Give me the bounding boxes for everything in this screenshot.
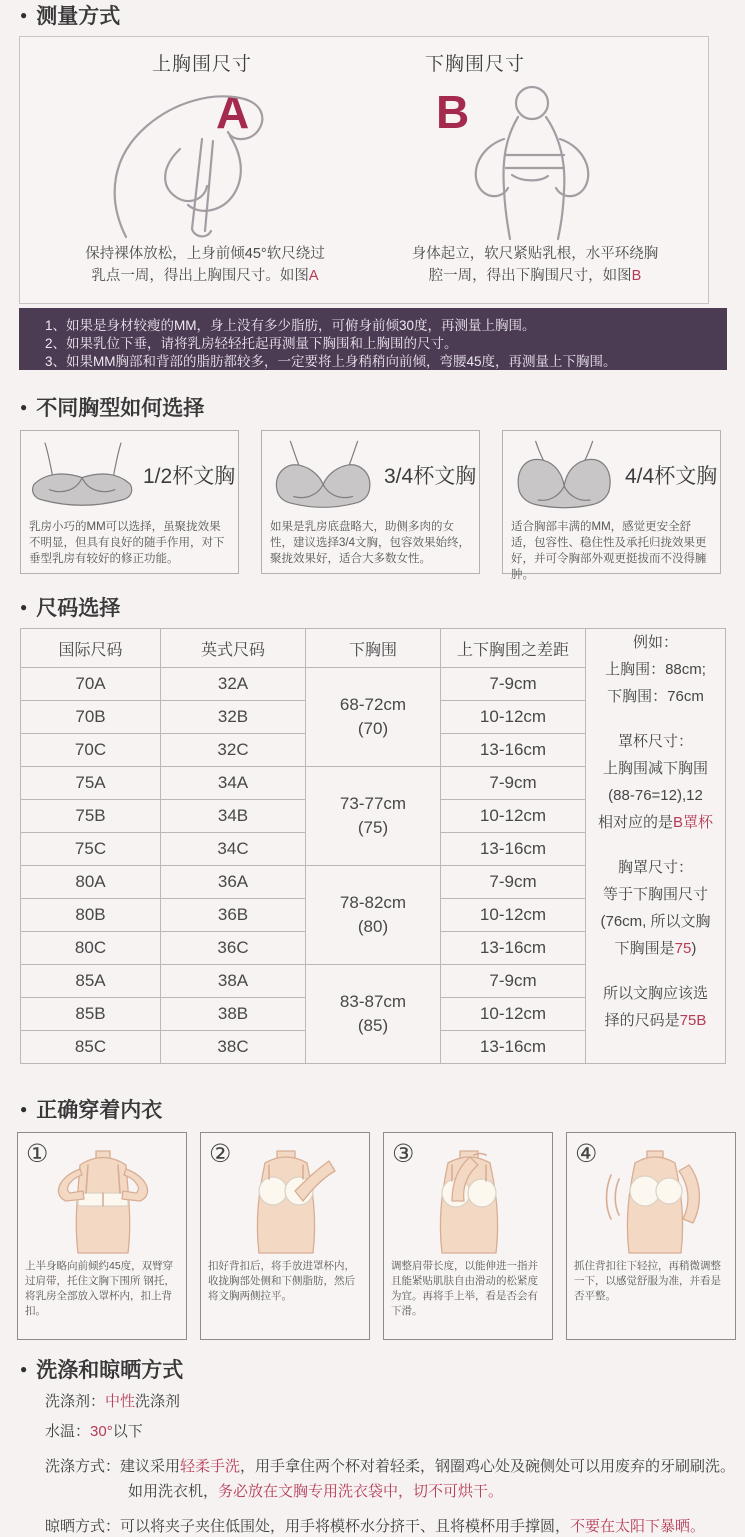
step-4-illustration (577, 1149, 727, 1255)
size-cell: 75A (21, 767, 161, 800)
wearing-heading (20, 1094, 745, 1124)
size-cell: 75C (21, 833, 161, 866)
three-quarter-cup-bra-icon (268, 439, 380, 511)
example-intro: 例如： (632, 634, 678, 651)
cup-types-heading-label: 不同胸型如何选择 (36, 397, 205, 420)
diff-cell: 7-9cm (441, 767, 586, 800)
step-number-badge: ③ (392, 1140, 415, 1168)
band-size-title: 胸罩尺寸： (617, 859, 693, 876)
column-header-diff: 上下胸围之差距 (441, 629, 586, 668)
size-cell: 38C (161, 1031, 306, 1064)
size-cell: 80C (21, 932, 161, 965)
cup-type-desc: 乳房小巧的MM可以选择，虽聚拢效果不明显，但具有良好的随手作用，对下垂型乳房有较好的修正功能。 (29, 521, 225, 565)
bullet-icon: ● (20, 1102, 28, 1116)
cup-type-desc: 适合胸部丰满的MM，感觉更安全舒适，包容性、稳住性及承托归拢效果更好，并可令胸部外观更挺拔而不没得臃肿。 (511, 521, 707, 581)
step-3-illustration (394, 1149, 544, 1255)
diff-cell: 10-12cm (441, 800, 586, 833)
upper-bust-caption: 保持裸体放松，上身前倾45°软尺绕过 乳点一周，得出上胸围尺寸。如图A (85, 246, 325, 284)
size-cell: 85B (21, 998, 161, 1031)
size-cell: 38A (161, 965, 306, 998)
size-cell: 85A (21, 965, 161, 998)
washing-heading (20, 1354, 745, 1384)
size-chart-heading (20, 592, 745, 622)
size-cell: 36B (161, 899, 306, 932)
label-b: B (436, 86, 470, 138)
bullet-icon: ● (20, 400, 28, 414)
wearing-steps-row (17, 1132, 745, 1340)
step-1-illustration (28, 1149, 178, 1255)
note-line-2: 2、如果乳位下垂，请将乳房轻轻托起再测量下胸围和上胸围的尺寸。 (45, 336, 458, 351)
column-header-underbust: 下胸围 (306, 629, 441, 668)
step-2-illustration (211, 1149, 361, 1255)
upper-bust-title: 上胸围尺寸 (152, 54, 253, 75)
lower-bust-caption: 身体起立，软尺紧贴乳根，水平环绕胸 腔一周，得出下胸围尺寸，如图B (411, 246, 659, 284)
size-cell: 70C (21, 734, 161, 767)
bullet-icon: ● (20, 8, 28, 22)
full-cup-bra-icon (509, 439, 621, 511)
diff-cell: 13-16cm (441, 833, 586, 866)
size-cell: 80A (21, 866, 161, 899)
diff-cell: 10-12cm (441, 701, 586, 734)
step-number-badge: ① (26, 1140, 49, 1168)
example-upper: 上胸围：88cm; (605, 661, 706, 678)
note-line-3: 3、如果MM胸部和背部的脂肪都较多，一定要将上身稍稍向前倾，弯腰45度，再测量上下胸围。 (45, 354, 617, 369)
figure-b-illustration (392, 79, 662, 241)
cup-type-desc: 如果是乳房底盘略大，助侧多肉的女性，建议选择3/4文胸，包容效果始终，聚拢效果好，适合大多数女性。 (270, 521, 470, 565)
cup-type-card-three-quarter (261, 430, 480, 574)
half-cup-bra-icon (27, 439, 139, 511)
diff-cell: 7-9cm (441, 866, 586, 899)
diff-cell: 13-16cm (441, 932, 586, 965)
cup-types-row (20, 430, 745, 581)
step-desc: 上半身略向前倾约45度，双臂穿过肩带，托住文胸下围所 钢托，将乳房全部放入罩杯内，扣上背扣。 (25, 1260, 175, 1317)
step-desc: 调整肩带长度，以能伸进一指并且能紧贴肌肤自由滑动的松紧度为宜。再将手上举，看是否会有下滑。 (391, 1260, 538, 1317)
measure-notes-box (19, 308, 727, 370)
diff-cell: 7-9cm (441, 965, 586, 998)
underbust-cell: 83-87cm (85) (306, 965, 441, 1064)
measure-heading-label: 测量方式 (36, 5, 121, 28)
example-lower: 下胸围：76cm (607, 688, 704, 705)
diff-cell: 7-9cm (441, 668, 586, 701)
step-card-1 (17, 1132, 187, 1340)
washing-line-detergent: 洗涤剂：中性洗涤剂 (45, 1393, 181, 1410)
size-cell: 85C (21, 1031, 161, 1064)
measure-heading (20, 0, 745, 30)
bullet-icon: ● (20, 1362, 28, 1376)
size-cell: 36C (161, 932, 306, 965)
label-a: A (216, 86, 250, 138)
cup-type-card-full (502, 430, 721, 581)
column-header-uk: 英式尺码 (161, 629, 306, 668)
washing-line-method-2: 如用洗衣机，务必放在文胸专用洗衣袋中，切不可烘干。 (128, 1483, 504, 1500)
diff-cell: 13-16cm (441, 734, 586, 767)
size-cell: 80B (21, 899, 161, 932)
size-cell: 75B (21, 800, 161, 833)
size-cell: 32C (161, 734, 306, 767)
step-card-3 (383, 1132, 553, 1340)
step-card-4 (566, 1132, 736, 1340)
cup-type-label: 1/2杯文胸 (143, 465, 236, 488)
size-cell: 38B (161, 998, 306, 1031)
cup-types-heading (20, 392, 745, 422)
washing-line-drying: 晾晒方式：可以将夹子夹住低围处，用手将模杯水分挤干、且将模杯用手撑圆，不要在太阳下暴晒。 (45, 1518, 706, 1535)
step-card-2 (200, 1132, 370, 1340)
size-table (20, 628, 726, 1064)
underbust-cell: 78-82cm (80) (306, 866, 441, 965)
diff-cell: 10-12cm (441, 899, 586, 932)
measure-diagram-box (19, 36, 709, 304)
cup-type-label: 3/4杯文胸 (384, 465, 477, 488)
column-header-intl: 国际尺码 (21, 629, 161, 668)
figure-a-illustration (68, 79, 338, 241)
underbust-cell: 73-77cm (75) (306, 767, 441, 866)
example-column: 例如： 上胸围：88cm; 下胸围：76cm 罩杯尺寸： 上胸围减下胸围 (88-76=12),12 相对应的是B罩杯 胸罩尺寸： 等于下胸围尺寸 (76cm, 所以文胸 下胸围是75) 所以文胸应该选 择的尺码是75B (586, 629, 726, 1064)
lower-bust-title: 下胸围尺寸 (425, 54, 526, 75)
size-cell: 34A (161, 767, 306, 800)
bullet-icon: ● (20, 600, 28, 614)
cup-type-card-half (20, 430, 239, 574)
size-cell: 34C (161, 833, 306, 866)
step-number-badge: ② (209, 1140, 232, 1168)
size-cell: 32A (161, 668, 306, 701)
diff-cell: 10-12cm (441, 998, 586, 1031)
size-cell: 70A (21, 668, 161, 701)
step-number-badge: ④ (575, 1140, 598, 1168)
washing-line-temperature: 水温：30°以下 (45, 1423, 143, 1440)
step-desc: 扣好背扣后，将手放进罩杯内，收拢胸部处侧和下侧脂肪，然后将文胸两侧拉平。 (208, 1260, 355, 1302)
size-cell: 32B (161, 701, 306, 734)
size-cell: 70B (21, 701, 161, 734)
step-desc: 抓住背扣往下轻拉，再稍微调整一下，以感觉舒服为准，并看是否平整。 (574, 1260, 721, 1302)
underbust-cell: 68-72cm (70) (306, 668, 441, 767)
wearing-heading-label: 正确穿着内衣 (36, 1099, 163, 1122)
cup-type-label: 4/4杯文胸 (625, 465, 718, 488)
size-cell: 34B (161, 800, 306, 833)
cup-size-title: 罩杯尺寸： (617, 733, 693, 750)
washing-line-method: 洗涤方式：建议采用轻柔手洗，用手拿住两个杯对着轻柔，钢圈鸡心处及碗侧处可以用废弃的牙刷刷洗。 (45, 1458, 736, 1475)
diff-cell: 13-16cm (441, 1031, 586, 1064)
washing-heading-label: 洗涤和晾晒方式 (36, 1359, 184, 1382)
size-chart-heading-label: 尺码选择 (36, 597, 121, 620)
note-line-1: 1、如果是身材较瘦的MM，身上没有多少脂肪，可俯身前倾30度，再测量上胸围。 (45, 318, 536, 333)
size-cell: 36A (161, 866, 306, 899)
